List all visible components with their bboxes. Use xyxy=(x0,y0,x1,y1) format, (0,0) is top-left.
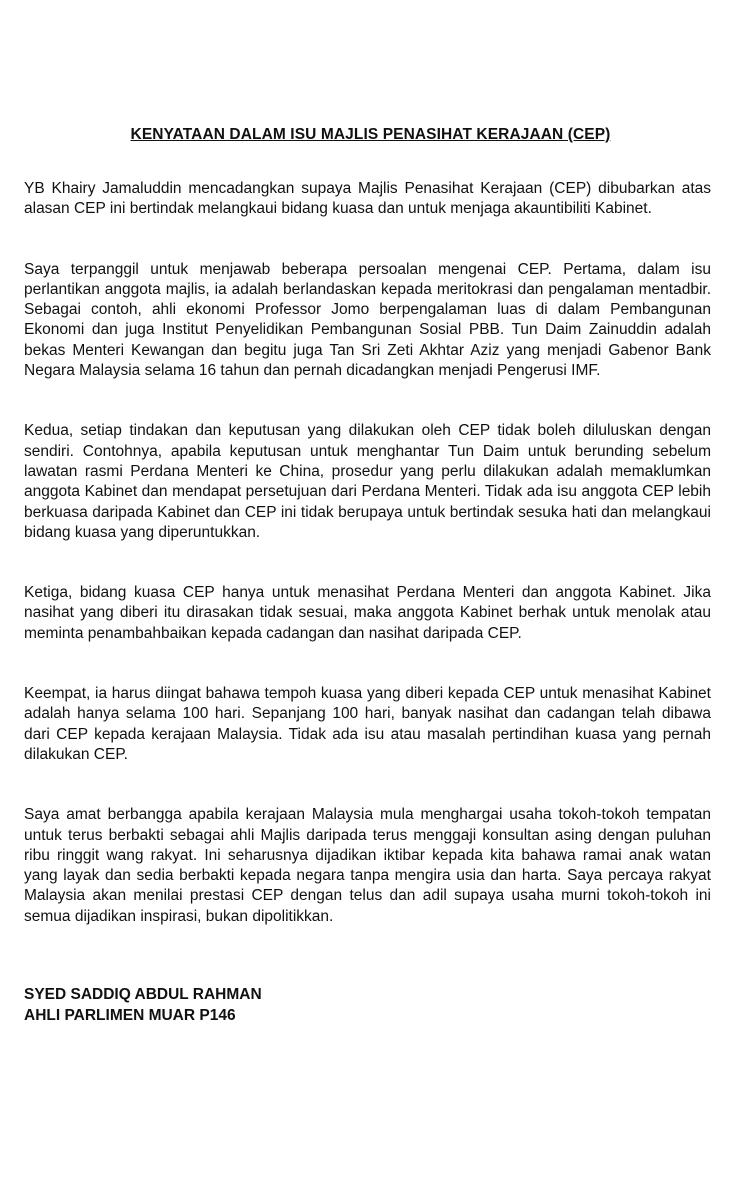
paragraph-third-point: Ketiga, bidang kuasa CEP hanya untuk menasihat Perdana Menteri dan anggota Kabinet. Jika nasihat yang diberi itu dirasakan tidak sesuai, maka anggota Kabinet berhak untuk menolak atau meminta penambahbaikan kepada cadangan dan nasihat daripada CEP. xyxy=(24,584,711,642)
paragraph-intro: YB Khairy Jamaluddin mencadangkan supaya Majlis Penasihat Kerajaan (CEP) dibubarkan atas alasan CEP ini bertindak melangkaui bidang kuasa dan untuk menjaga akauntibiliti Kabinet. xyxy=(24,180,711,218)
signatory-name: SYED SADDIQ ABDUL RAHMAN xyxy=(24,986,262,1004)
signatory-position: AHLI PARLIMEN MUAR P146 xyxy=(24,1006,236,1024)
signature-block xyxy=(24,985,711,1026)
paragraph-conclusion: Saya amat berbangga apabila kerajaan Malaysia mula menghargai usaha tokoh-tokoh tempatan untuk terus berbakti sebagai ahli Majlis daripada terus menggaji konsultan asing dengan puluhan ribu ringgit wang rakyat. Ini seharusnya dijadikan iktibar kepada kita bahawa ramai anak watan yang layak dan sedia berbakti kepada negara tanpa mengira usia dan harta. Saya percaya rakyat Malaysia akan menilai prestasi CEP dengan telus dan adil supaya usaha murni tokoh-tokoh ini semua dijadikan inspirasi, bukan dipolitikkan. xyxy=(24,806,711,925)
paragraph-fourth-point: Keempat, ia harus diingat bahawa tempoh kuasa yang diberi kepada CEP untuk menasihat Kabinet adalah hanya selama 100 hari. Sepanjang 100 hari, banyak nasihat dan cadangan telah dibawa dari CEP kepada kerajaan Malaysia. Tidak ada isu atau masalah pertindihan kuasa yang pernah dilakukan CEP. xyxy=(24,685,711,763)
paragraph-second-point: Kedua, setiap tindakan dan keputusan yang dilakukan oleh CEP tidak boleh diluluskan dengan sendiri. Contohnya, apabila keputusan untuk menghantar Tun Daim untuk berunding sebelum lawatan rasmi Perdana Menteri ke China, prosedur yang perlu dilakukan adalah memaklumkan anggota Kabinet dan mendapat persetujuan dari Perdana Menteri. Tidak ada isu anggota CEP lebih berkuasa daripada Kabinet dan CEP ini tidak berupaya untuk bertindak sesuka hati dan melangkaui bidang kuasa yang diperuntukkan. xyxy=(24,422,711,541)
document-title: KENYATAAN DALAM ISU MAJLIS PENASIHAT KERAJAAN (CEP) xyxy=(130,126,611,143)
paragraph-first-point: Saya terpanggil untuk menjawab beberapa persoalan mengenai CEP. Pertama, dalam isu perlantikan anggota majlis, ia adalah berlandaskan kepada meritokrasi dan pengalaman mentadbir. Sebagai contoh, ahli ekonomi Professor Jomo berpengalaman luas di dalam Pembangunan Ekonomi dan juga Institut Penyelidikan Pembangunan Sosial PBB. Tun Daim Zainuddin adalah bekas Menteri Kewangan dan begitu juga Tan Sri Zeti Akhtar Aziz yang menjadi Gabenor Bank Negara Malaysia selama 16 tahun dan pernah dicadangkan menjadi Pengerusi IMF. xyxy=(24,260,711,380)
